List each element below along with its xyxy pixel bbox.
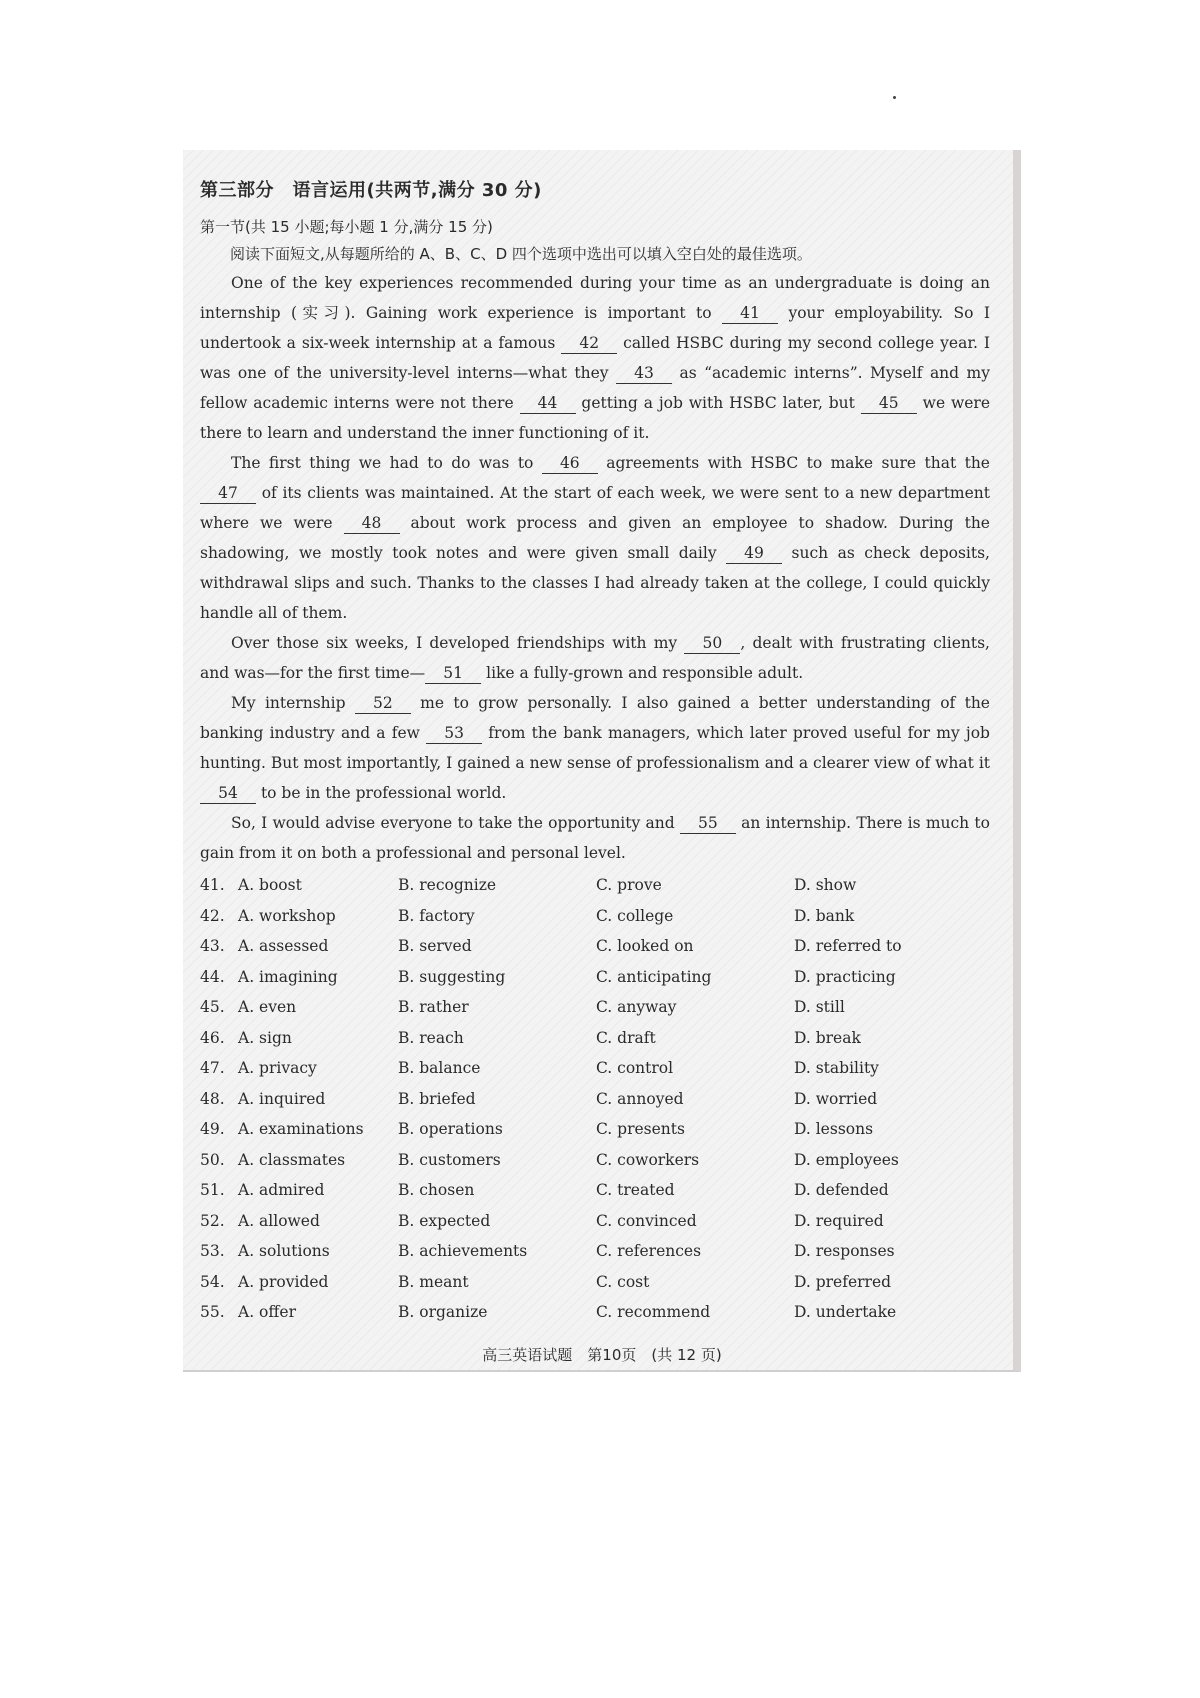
question-row-51 [200,1175,990,1206]
passage-text: of its clients was maintained. At the start of each week, we were sent to a new department where we were [200,484,990,532]
passage-text: we were there to learn and understand the inner functioning of it. [200,394,991,442]
option-c: C. treated [596,1181,675,1199]
part-title: 第三部分 语言运用(共两节,满分 30 分) [200,180,542,201]
question-row-54 [200,1267,990,1298]
passage-text: So, I would advise everyone to take the opportunity and [231,814,675,832]
option-c: C. presents [596,1120,685,1138]
option-a: A. admired [238,1181,325,1199]
question-number: 47. [200,1059,225,1077]
option-c: C. prove [596,876,662,894]
question-row-49 [200,1114,990,1145]
option-b: B. chosen [398,1181,475,1199]
passage-text: getting a job with HSBC later, but [581,394,855,412]
blank-46: 46 [542,453,598,474]
blank-49: 49 [726,543,782,564]
option-a: A. boost [238,876,302,894]
passage-text: called HSBC during my second college year. I was one of the university-level interns—what they [200,334,990,382]
question-number: 49. [200,1120,225,1138]
passage-paragraph-3 [200,628,990,688]
passage-text: agreements with HSBC to make sure that the [606,454,990,472]
option-d: D. show [794,876,857,894]
passage-text: your employability. So I undertook a six-week internship at a famous [200,304,990,352]
option-d: D. defended [794,1181,889,1199]
question-row-43 [200,931,990,962]
section-title: 第一节(共 15 小题;每小题 1 分,满分 15 分) [200,218,493,236]
speck-mark [893,96,896,99]
question-row-53 [200,1236,990,1267]
passage-text: from the bank managers, which later proved useful for my job hunting. But most importantly, I gained a new sense of professionalism and a clearer view of what it [200,724,990,772]
blank-52: 52 [355,693,411,714]
passage-text: , dealt with frustrating clients, and was—for the first time— [200,634,990,682]
blank-54: 54 [200,783,256,804]
option-a: A. privacy [238,1059,317,1077]
question-number: 53. [200,1242,225,1260]
blank-48: 48 [344,513,400,534]
question-row-47 [200,1053,990,1084]
option-a: A. provided [238,1272,329,1291]
option-d: D. required [794,1211,884,1230]
blank-53: 53 [426,723,482,744]
blank-43: 43 [616,363,672,384]
option-b: B. balance [398,1059,481,1077]
page-footer: 高三英语试题 第10页 (共 12 页) [482,1346,722,1364]
option-c: C. recommend [596,1303,711,1321]
passage-text: One of the key experiences recommended during your time as an undergraduate is doing an internship (实习). Gaining work experience is important to [200,274,990,322]
option-a: A. assessed [238,937,329,955]
question-number: 43. [200,937,225,955]
option-b: B. served [398,937,472,955]
option-c: C. references [596,1242,702,1260]
question-number: 48. [200,1089,225,1108]
passage-text: My internship [231,694,346,712]
option-b: B. suggesting [398,967,506,986]
option-d: D. undertake [794,1303,897,1321]
option-a: A. examinations [238,1120,364,1138]
option-a: A. even [238,998,297,1016]
question-row-46 [200,1023,990,1054]
passage-text: an internship. There is much to gain from it on both a professional and personal level. [200,814,990,862]
blank-55: 55 [680,813,736,834]
passage-text: like a fully-grown and responsible adult. [486,664,804,682]
option-c: C. anyway [596,998,677,1016]
option-d: D. stability [794,1059,879,1077]
page-content [200,176,990,1328]
option-b: B. factory [398,906,475,925]
passage-text: The first thing we had to do was to [231,454,534,472]
option-b: B. rather [398,998,469,1016]
passage-text: such as check deposits, withdrawal slips and such. Thanks to the classes I had already taken at the college, I could quickly handle all of them. [200,544,990,622]
option-d: D. worried [794,1089,878,1108]
question-number: 51. [200,1181,225,1199]
question-number: 46. [200,1028,225,1047]
question-row-41 [200,870,990,901]
question-row-44 [200,962,990,993]
option-d: D. lessons [794,1120,874,1138]
passage-text: about work process and given an employee to shadow. During the shadowing, we mostly took notes and were given small daily [200,514,990,562]
option-b: B. customers [398,1150,501,1169]
option-b: B. achievements [398,1242,528,1260]
option-d: D. practicing [794,967,896,986]
option-b: B. organize [398,1303,488,1321]
option-a: A. offer [238,1303,296,1321]
option-c: C. anticipating [596,967,712,986]
question-row-52 [200,1206,990,1237]
instruction-text: 阅读下面短文,从每题所给的 A、B、C、D 四个选项中选出可以填入空白处的最佳选项。 [230,245,812,263]
passage-paragraph-2 [200,448,990,628]
passage-text: Over those six weeks, I developed friendships with my [231,634,678,652]
option-a: A. solutions [238,1242,330,1260]
option-b: B. recognize [398,876,497,894]
question-number: 54. [200,1272,225,1291]
option-b: B. reach [398,1028,464,1047]
passage-text: me to grow personally. I also gained a better understanding of the banking industry and a few [200,694,990,742]
option-b: B. briefed [398,1089,476,1108]
question-number: 44. [200,967,225,986]
passage-paragraph-1 [200,268,990,448]
option-d: D. referred to [794,937,902,955]
option-c: C. college [596,906,674,925]
option-b: B. operations [398,1120,503,1138]
blank-47: 47 [200,483,256,504]
option-c: C. cost [596,1272,650,1291]
option-d: D. bank [794,906,855,925]
option-c: C. looked on [596,937,694,955]
question-number: 45. [200,998,225,1016]
options-list [200,870,990,1328]
blank-51: 51 [425,663,481,684]
option-a: A. classmates [238,1150,346,1169]
exam-page [183,150,1021,1372]
blank-41: 41 [722,303,778,324]
question-number: 52. [200,1211,225,1230]
blank-42: 42 [561,333,617,354]
question-number: 42. [200,906,225,925]
question-row-55 [200,1297,990,1328]
blank-50: 50 [684,633,740,654]
passage-paragraph-4 [200,688,990,808]
option-d: D. responses [794,1242,895,1260]
option-a: A. allowed [238,1211,320,1230]
option-a: A. imagining [238,967,338,986]
option-d: D. employees [794,1150,899,1169]
question-row-50 [200,1145,990,1176]
question-row-42 [200,901,990,932]
question-row-45 [200,992,990,1023]
passage-text: as “academic interns”. Myself and my fellow academic interns were not there [200,364,990,412]
blank-44: 44 [520,393,576,414]
option-d: D. preferred [794,1272,892,1291]
option-d: D. still [794,998,845,1016]
option-a: A. sign [238,1028,292,1047]
question-number: 50. [200,1150,225,1169]
option-c: C. control [596,1059,674,1077]
passage-text: to be in the professional world. [260,784,507,802]
option-b: B. expected [398,1211,491,1230]
option-c: C. convinced [596,1211,697,1230]
option-c: C. draft [596,1028,656,1047]
option-b: B. meant [398,1272,469,1291]
blank-45: 45 [861,393,917,414]
passage-paragraph-5 [200,808,990,868]
option-c: C. annoyed [596,1089,684,1108]
option-a: A. inquired [238,1089,326,1108]
option-d: D. break [794,1028,861,1047]
question-number: 41. [200,876,225,894]
question-number: 55. [200,1303,225,1321]
option-a: A. workshop [238,906,336,925]
question-row-48 [200,1084,990,1115]
option-c: C. coworkers [596,1150,700,1169]
